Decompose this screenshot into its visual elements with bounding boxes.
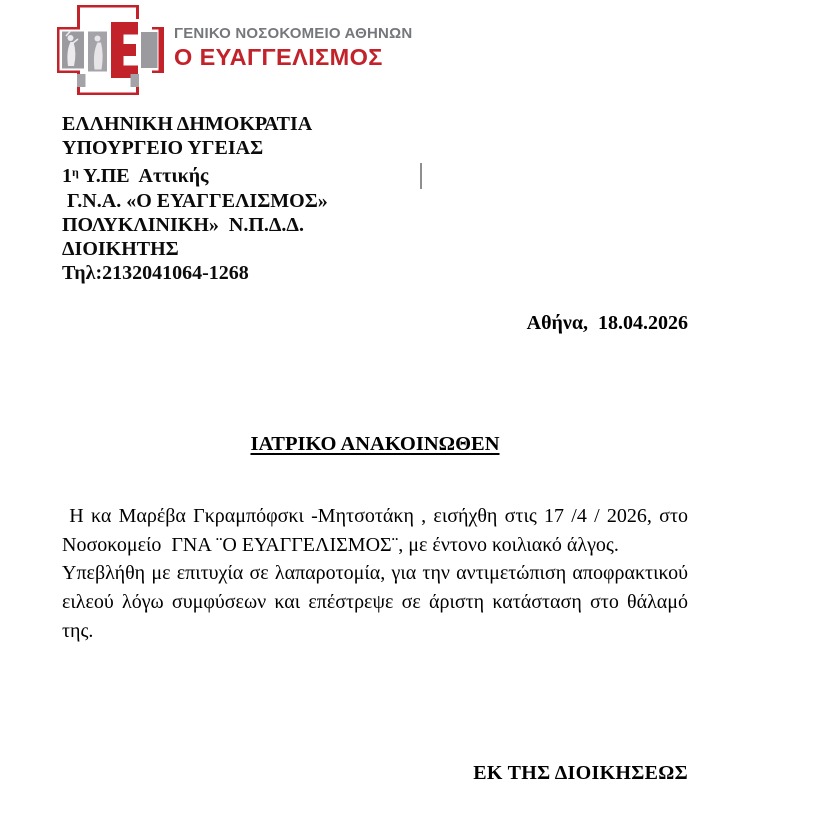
letterhead-polyclinic-line: ΠΟΛΥΚΛΙΝΙΚΗ» Ν.Π.Δ.Δ. <box>62 213 304 236</box>
letterhead-ministry-line: ΥΠΟΥΡΓΕΙΟ ΥΓΕΙΑΣ <box>62 137 264 160</box>
document-body <box>62 502 693 646</box>
letterhead-republic-line: ΕΛΛΗΝΙΚΗ ΔΗΜΟΚΡΑΤΙΑ <box>62 113 313 135</box>
body-paragraph: Υπεβλήθη με επιτυχία σε λαπαροτομία, για την αντιμετώπιση αποφρακτικού ειλεού λόγω συμφύσεων και επέστρεψε σε άριστη κατάσταση στο θάλαμό της. <box>62 562 693 642</box>
hospital-logo <box>57 5 412 95</box>
signature-line: ΕΚ ΤΗΣ ΔΙΟΙΚΗΣΕΩΣ <box>473 762 688 784</box>
region-number: 1 <box>62 165 72 188</box>
vertical-divider-line <box>420 163 422 189</box>
letterhead-region-line <box>62 160 328 188</box>
letterhead-hospital-line: Γ.Ν.Α. «Ο ΕΥΑΓΓΕΛΙΣΜΟΣ» <box>62 189 328 212</box>
body-paragraph: Η κα Μαρέβα Γκραμπόφσκι -Μητσοτάκη , εισήχθη στις 17 /4 / 2026, στο Νοσοκομείο ΓΝΑ ¨Ο ΕΥΑΓΓΕΛΙΣΜΟΣ¨, με έντονο κοιλιακό άλγος. <box>62 505 693 556</box>
letterhead-governor-line: ΔΙΟΙΚΗΤΗΣ <box>62 238 179 261</box>
hospital-logo-text <box>174 5 412 70</box>
hospital-logo-name: Ο ΕΥΑΓΓΕΛΙΣΜΟΣ <box>174 43 383 70</box>
evangelismos-cross-icon <box>57 5 164 95</box>
date-line: Αθήνα, 18.04.2026 <box>526 312 688 334</box>
letterhead-block <box>62 112 328 285</box>
hospital-logo-tagline: ΓΕΝΙΚΟ ΝΟΣΟΚΟΜΕΙΟ ΑΘΗΝΩΝ <box>174 25 413 42</box>
region-ordinal-superscript: η <box>72 165 79 180</box>
document-title-text: ΙΑΤΡΙΚΟ ΑΝΑΚΟΙΝΩΘΕΝ <box>250 433 500 455</box>
region-name: Υ.ΠΕ Αττικής <box>78 165 209 188</box>
document-title <box>62 433 688 456</box>
letterhead-phone-line: Τηλ:2132041064-1268 <box>62 262 249 285</box>
